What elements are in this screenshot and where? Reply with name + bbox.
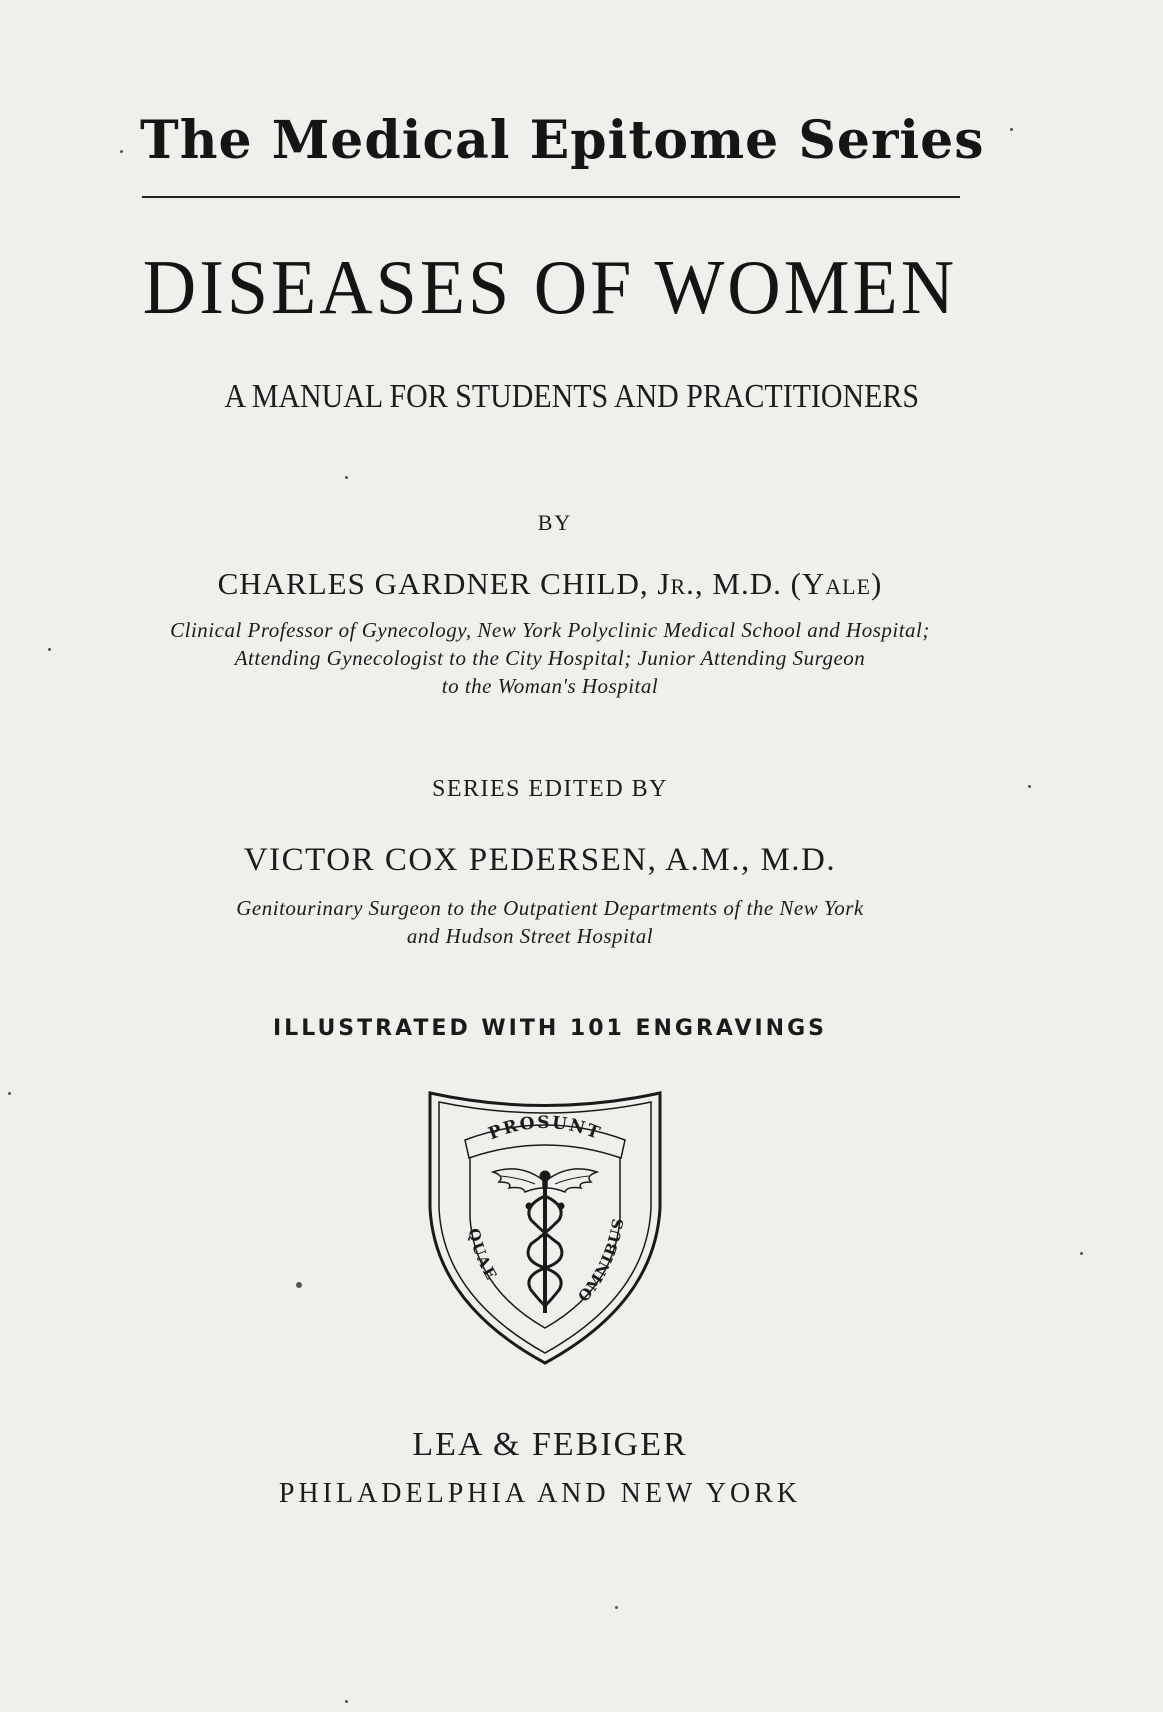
series-rule xyxy=(142,196,960,198)
editor-affiliation-line-1: Genitourinary Surgeon to the Outpatient Departments of the New York xyxy=(236,896,864,920)
paper-speck xyxy=(48,648,51,651)
paper-speck xyxy=(1010,128,1013,131)
author-line xyxy=(140,566,960,602)
publisher-name: LEA & FEBIGER xyxy=(412,1426,688,1463)
author-affiliation-line-1: Clinical Professor of Gynecology, New York Polyclinic Medical School and Hospital; xyxy=(170,618,930,642)
paper-speck xyxy=(1080,1252,1083,1255)
paper-speck xyxy=(1028,785,1031,788)
series-edited-label: SERIES EDITED BY xyxy=(432,776,668,802)
author-name: CHARLES GARDNER CHILD, xyxy=(217,566,649,601)
series-name: The Medical Epitome Series xyxy=(140,110,985,171)
editor-name: VICTOR COX PEDERSEN, A.M., M.D. xyxy=(243,842,837,878)
publisher-cities: PHILADELPHIA AND NEW YORK xyxy=(278,1478,802,1509)
publisher-crest xyxy=(425,1088,665,1368)
author-affiliation-line-2: Attending Gynecologist to the City Hospital; Junior Attending Surgeon xyxy=(234,646,866,670)
editor-affiliation-line-2: and Hudson Street Hospital xyxy=(406,924,654,948)
paper-speck xyxy=(615,1606,618,1609)
paper-speck xyxy=(120,150,123,153)
book-title: DISEASES OF WOMEN xyxy=(142,244,958,332)
crest-left-text: QUAE xyxy=(464,1226,502,1285)
book-subtitle: A MANUAL FOR STUDENTS AND PRACTITIONERS xyxy=(224,378,919,415)
author-affiliation-line-3: to the Woman's Hospital xyxy=(441,674,659,698)
illustrations-note: ILLUSTRATED WITH 101 ENGRAVINGS xyxy=(273,1016,827,1041)
paper-speck xyxy=(345,1700,348,1703)
author-degree: Jr., M.D. (Yale) xyxy=(657,566,883,601)
paper-speck xyxy=(345,476,348,479)
crest-banner-text: PROSUNT xyxy=(485,1112,605,1145)
crest-right-text: OMNIBUS xyxy=(574,1216,628,1306)
paper-speck xyxy=(296,1282,302,1288)
by-label: BY xyxy=(537,510,573,535)
paper-speck xyxy=(8,1092,11,1095)
